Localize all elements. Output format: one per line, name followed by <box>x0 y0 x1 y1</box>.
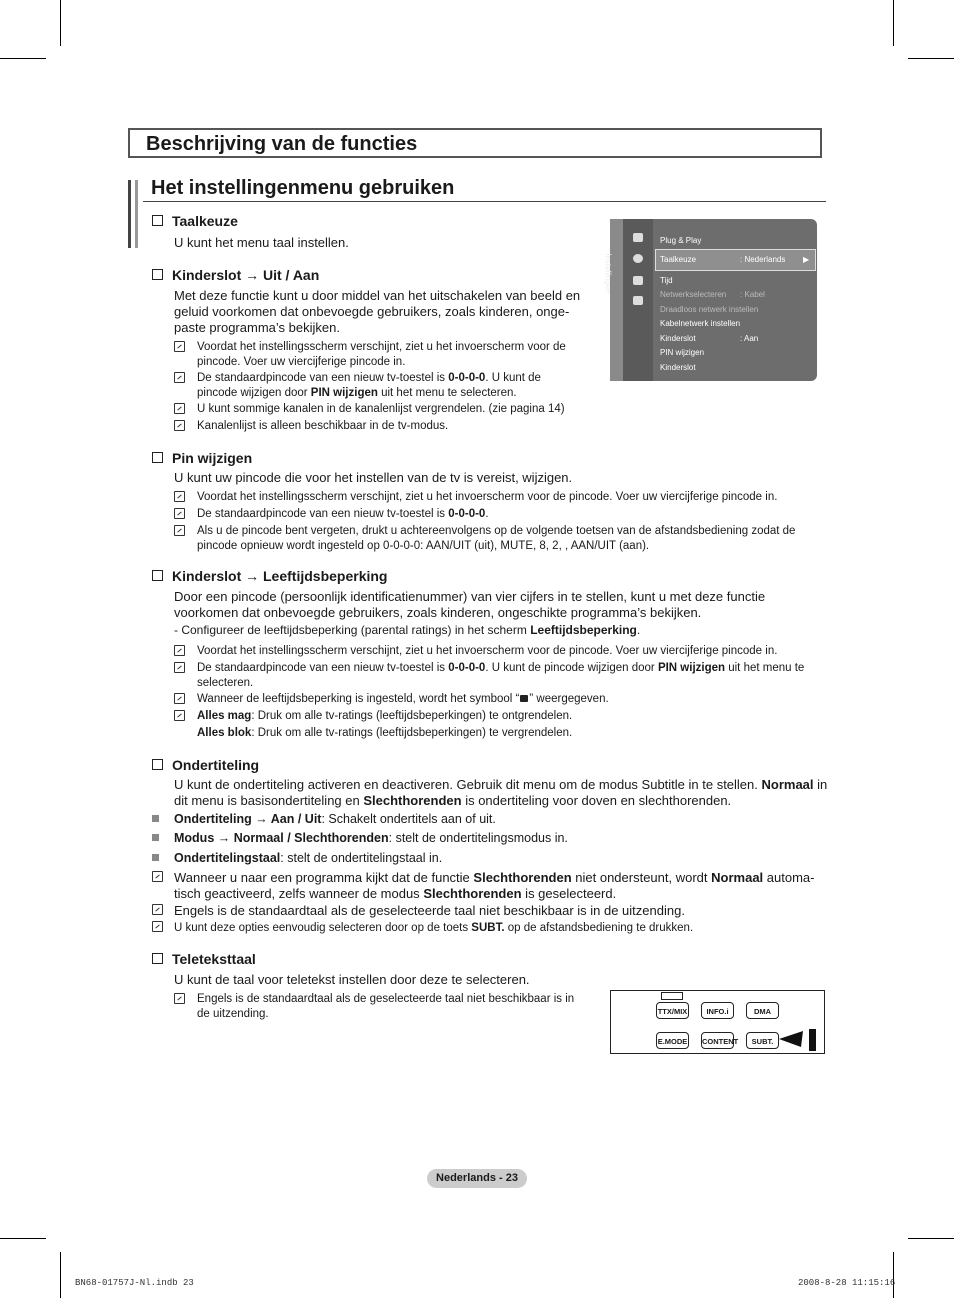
remote-button-emode: E.MODE <box>656 1032 689 1049</box>
ondertiteling-bullet: Modus → Normaal / Slechthorenden: stelt de ondertitelingsmodus in. <box>174 831 568 845</box>
footer-file-info: BN68-01757J-Nl.indb 23 <box>75 1278 194 1288</box>
menu-item: Kinderslot <box>660 363 696 372</box>
chapter-title: Beschrijving van de functies <box>146 133 418 155</box>
checkbox-bullet-icon <box>152 269 163 280</box>
menu-item-value: : Kabel <box>740 290 765 299</box>
settings-gear-icon <box>633 254 643 263</box>
remote-button-subt: SUBT. <box>746 1032 779 1049</box>
note-icon <box>174 662 185 673</box>
remote-button-dma: DMA <box>746 1002 779 1019</box>
crop-mark <box>0 1238 46 1239</box>
remote-button-content: CONTENT <box>701 1032 734 1049</box>
note-icon <box>174 372 185 383</box>
lock-icon <box>520 695 528 702</box>
pointing-hand-icon <box>779 1027 823 1053</box>
note-icon <box>174 710 185 721</box>
menu-category-label: Instellingen <box>603 253 613 294</box>
leeftijd-config-text: - Configureer de leeftijdsbeperking (parental ratings) in het scherm Leeftijdsbeperking. <box>174 623 641 637</box>
menu-side-strip <box>610 219 623 381</box>
ondertiteling-text: U kunt de ondertiteling activeren en deactiveren. Gebruik dit menu om de modus Subtitle in te stellen. Normaal in dit menu is basisondertiteling en Slechthorenden is ondertiteling voor doven en slechthorenden. <box>174 777 828 808</box>
section-accent-bar <box>128 180 138 248</box>
menu-item: Kinderslot <box>660 334 696 343</box>
picture-icon <box>633 233 643 242</box>
taalkeuze-text: U kunt het menu taal instellen. <box>174 235 349 250</box>
section-divider <box>143 201 826 202</box>
ttx-icon <box>661 992 683 1000</box>
crop-mark <box>893 0 894 46</box>
ondertiteling-bullet: Ondertitelingstaal: stelt de ondertitelingstaal in. <box>174 851 443 865</box>
section-title: Het instellingenmenu gebruiken <box>151 177 455 199</box>
menu-item-value: : Aan <box>740 334 759 343</box>
heading-kinderslot: Kinderslot → Uit / Aan <box>152 267 319 283</box>
note-icon <box>174 341 185 352</box>
remote-button-info: INFO.i <box>701 1002 734 1019</box>
square-bullet-icon <box>152 854 159 861</box>
ondertiteling-bullet: Ondertiteling → Aan / Uit: Schakelt ondertitels aan of uit. <box>174 812 496 826</box>
submenu-arrow-icon: ▶ <box>803 255 810 264</box>
heading-teleteksttaal: Teleteksttaal <box>152 951 256 967</box>
note-icon <box>174 491 185 502</box>
menu-item: Draadloos netwerk instellen <box>660 305 759 314</box>
menu-item-value: : Nederlands <box>740 255 786 264</box>
menu-item: Plug & Play <box>660 236 702 245</box>
checkbox-bullet-icon <box>152 953 163 964</box>
note-icon <box>174 420 185 431</box>
menu-item: Kabelnetwerk instellen <box>660 319 741 328</box>
checkbox-bullet-icon <box>152 570 163 581</box>
heading-leeftijdsbeperking: Kinderslot → Leeftijdsbeperking <box>152 568 387 584</box>
crop-mark <box>0 58 46 59</box>
page-number-badge: Nederlands - 23 <box>427 1169 527 1188</box>
note-icon <box>174 993 185 1004</box>
menu-item: PIN wijzigen <box>660 348 705 357</box>
square-bullet-icon <box>152 815 159 822</box>
menu-item: Tijd <box>660 276 673 285</box>
menu-item-selected: Taalkeuze <box>660 255 697 264</box>
checkbox-bullet-icon <box>152 452 163 463</box>
crop-mark <box>908 58 954 59</box>
settings-menu-screenshot <box>603 219 817 381</box>
checkbox-bullet-icon <box>152 215 163 226</box>
kinderslot-text: Met deze functie kunt u door middel van het uitschakelen van beeld en geluid voorkomen dat onbevoegde gebruikers, zoals kinderen, onge- paste programma’s bekijken. <box>174 288 581 335</box>
application-icon <box>633 296 643 305</box>
heading-taalkeuze: Taalkeuze <box>152 213 238 229</box>
note-icon <box>174 525 185 536</box>
square-bullet-icon <box>152 834 159 841</box>
leeftijd-text: Door een pincode (persoonlijk identificatienummer) van vier cijfers in te stellen, kunt u met deze functie voorkomen dat onbevoegde gebruikers, zoals kinderen, ongeschikte programma’s bekijken. <box>174 589 766 620</box>
remote-button-ttx-mix: TTX/MIX <box>656 1002 689 1019</box>
crop-mark <box>893 1252 894 1298</box>
checkbox-bullet-icon <box>152 759 163 770</box>
note-icon <box>174 403 185 414</box>
note-icon <box>152 904 163 915</box>
crop-mark <box>908 1238 954 1239</box>
crop-mark <box>60 0 61 46</box>
chapter-title-bar <box>128 128 822 158</box>
pin-text: U kunt uw pincode die voor het instellen van de tv is vereist, wijzigen. <box>174 470 573 485</box>
note-icon <box>174 508 185 519</box>
remote-control-illustration <box>610 990 825 1054</box>
teletekst-text: U kunt de taal voor teletekst instellen door deze te selecteren. <box>174 972 530 987</box>
note-icon <box>174 693 185 704</box>
crop-mark <box>60 1252 61 1298</box>
input-icon <box>633 276 643 285</box>
note-icon <box>152 871 163 882</box>
footer-timestamp: 2008-8-28 11:15:16 <box>798 1278 896 1288</box>
note-icon <box>152 921 163 932</box>
note-icon <box>174 645 185 656</box>
heading-pin-wijzigen: Pin wijzigen <box>152 450 252 466</box>
menu-item: Netwerkselecteren <box>660 290 727 299</box>
heading-ondertiteling: Ondertiteling <box>152 757 259 773</box>
